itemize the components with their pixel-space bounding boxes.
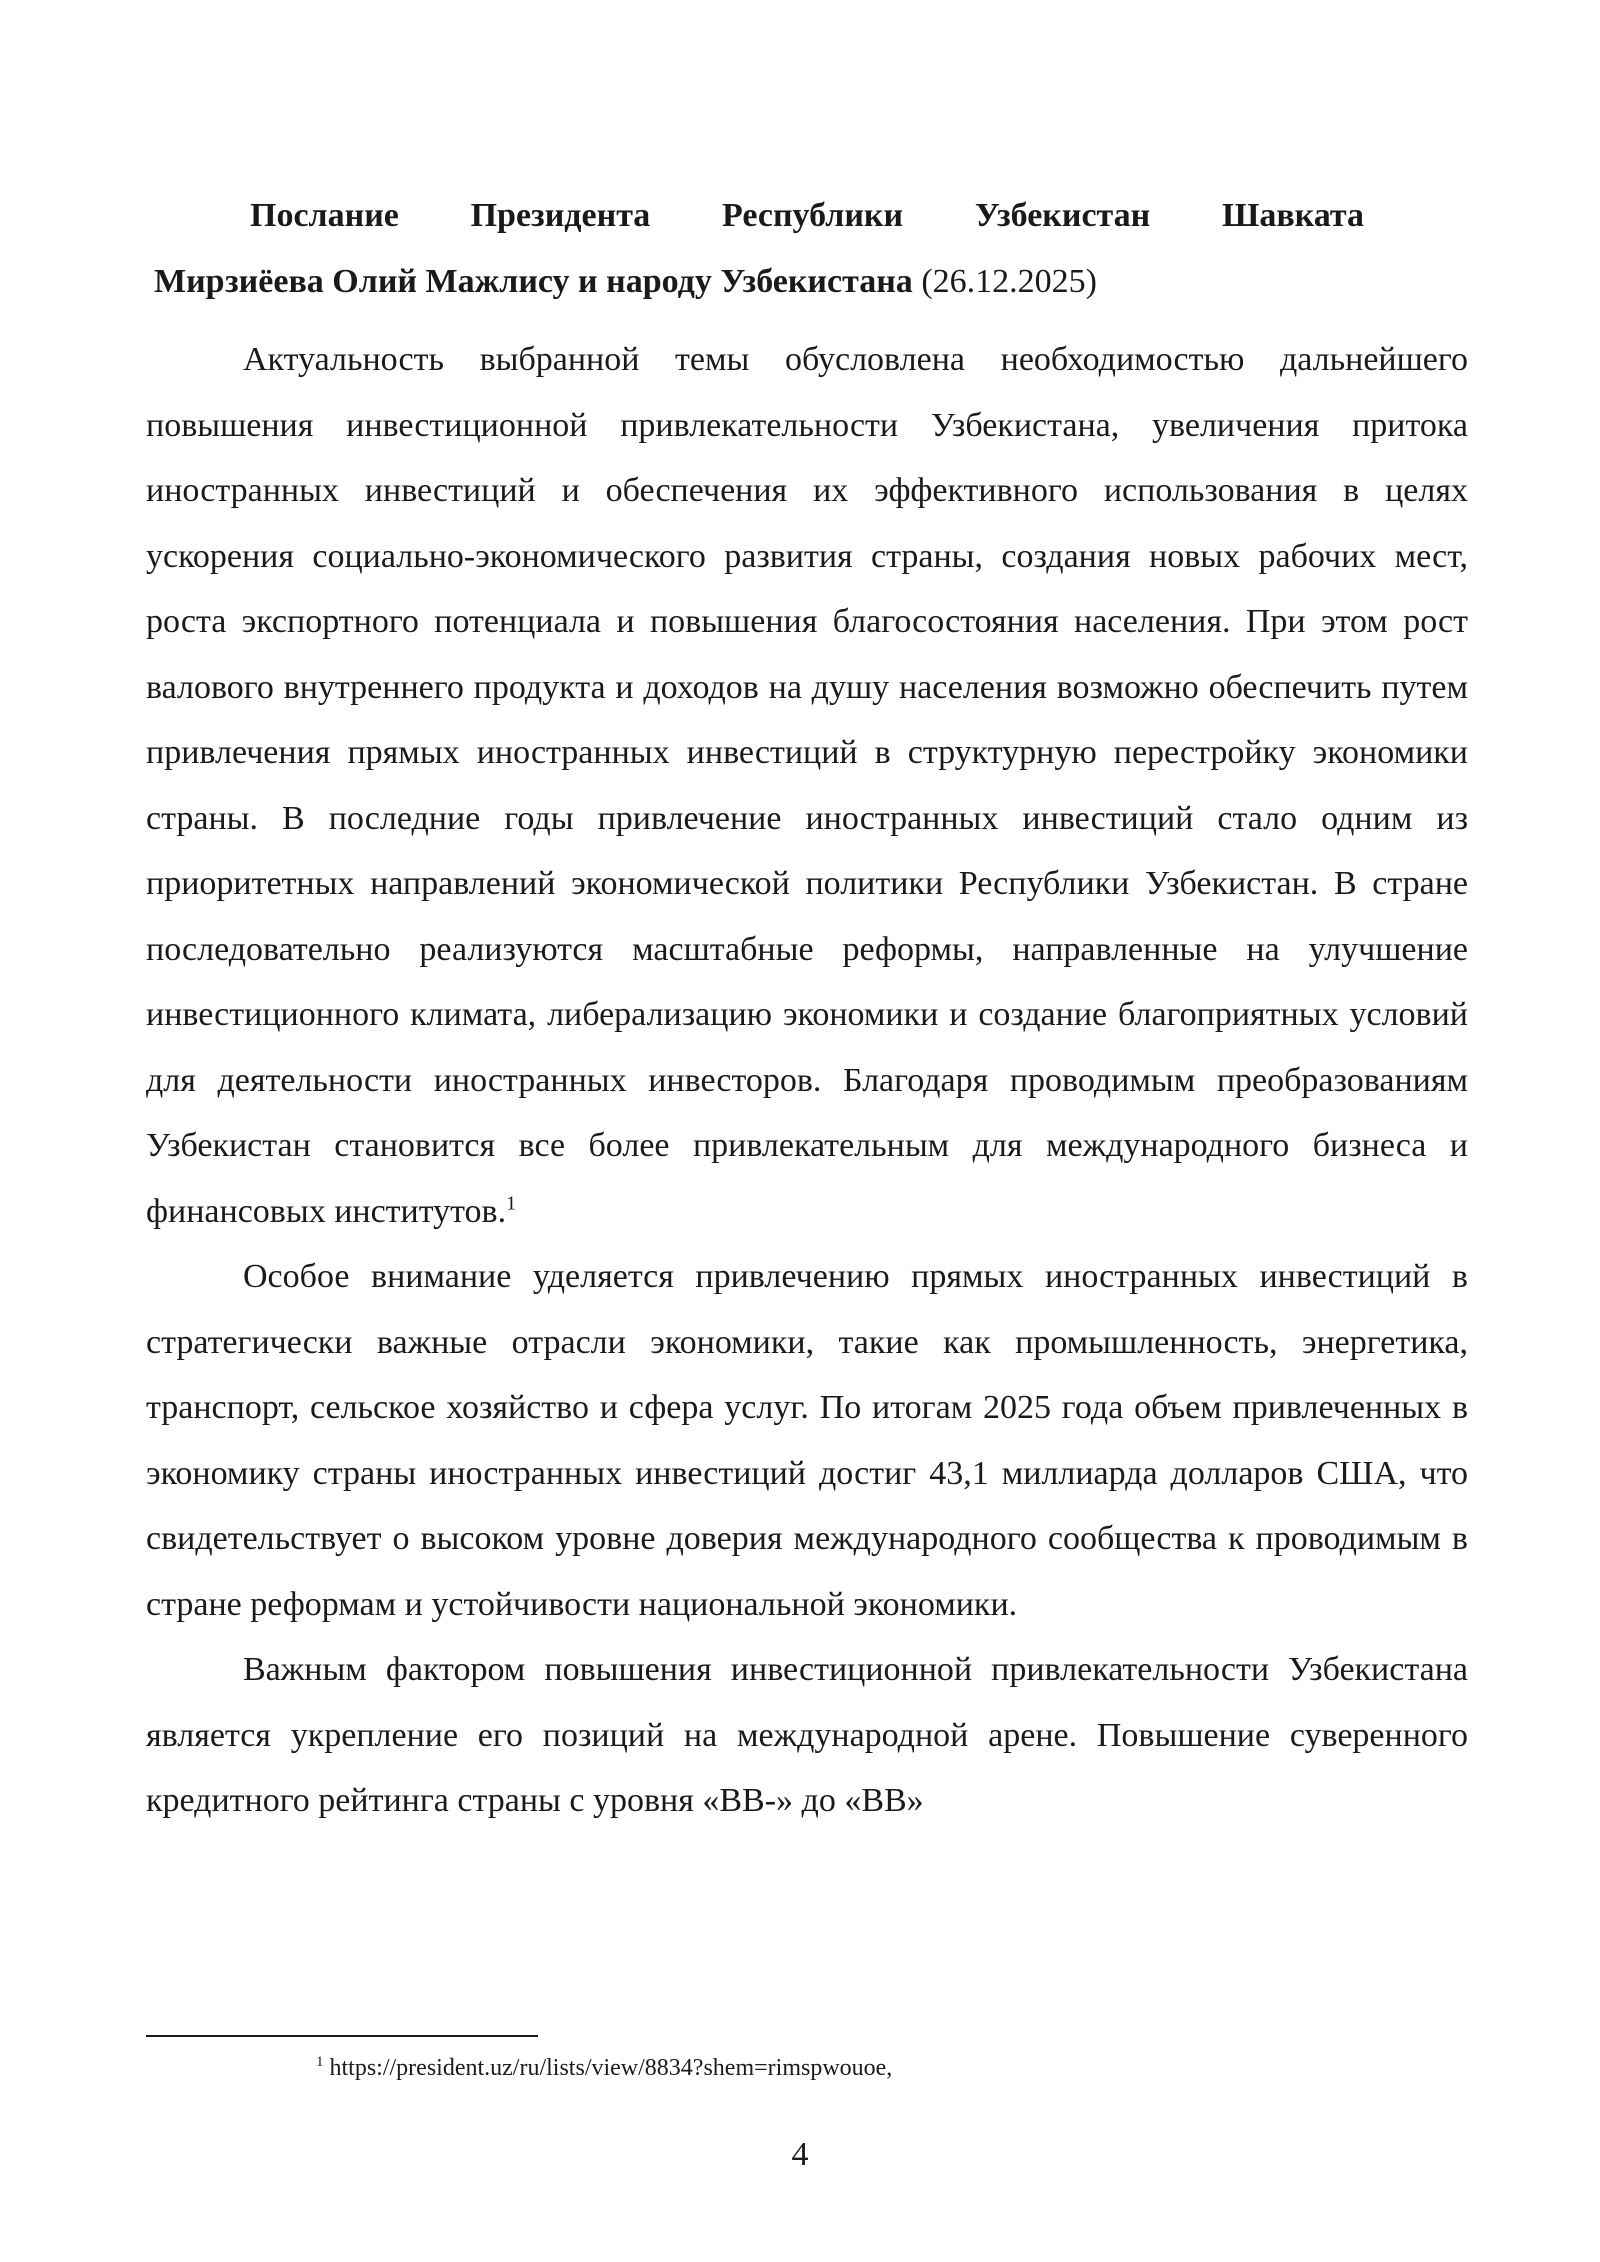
heading-line-1: Послание Президента Республики Узбекистан Шавката: [250, 197, 1364, 234]
paragraph-3: [146, 1637, 1468, 1834]
footnote-reference[interactable]: 1: [506, 1192, 517, 1215]
paragraph-2: [146, 1244, 1468, 1637]
paragraph-1: [146, 327, 1468, 1244]
footnote: [316, 2052, 892, 2084]
paragraph-3-text: Важным фактором повышения инвестиционной привлекательности Узбекистана является укрепление его позиций на международной арене. Повышение суверенного кредитного рейтинга страны с уровня «BB-» до «BB»: [146, 1651, 1468, 1819]
footnote-link[interactable]: https://president.uz/ru/lists/view/8834?shem=rimspwouoe,: [329, 2055, 893, 2081]
heading-title-end: Мирзиёева Олий Мажлису и народу Узбекистана: [154, 262, 913, 300]
document-heading: [146, 183, 1468, 314]
document-body: [146, 327, 1468, 1834]
page-number: 4: [791, 2136, 809, 2173]
paragraph-2-text: Особое внимание уделяется привлечению прямых иностранных инвестиций в стратегически важные отрасли экономики, такие как промышленность, энергетика, транспорт, сельское хозяйство и сфера услуг. По итогам 2025 года объем привлеченных в экономику страны иностранных инвестиций достиг 43,1 миллиарда долларов США, что свидетельствует о высоком уровне доверия международного сообщества к проводимым в стране реформам и устойчивости национальной экономики.: [146, 1258, 1468, 1623]
heading-date: (26.12.2025): [921, 262, 1097, 300]
footnote-separator: [146, 2035, 538, 2037]
heading-line-2: [146, 249, 1468, 315]
footnote-number: 1: [316, 2054, 324, 2070]
paragraph-1-text: Актуальность выбранной темы обусловлена необходимостью дальнейшего повышения инвестиционной привлекательности Узбекистана, увеличения притока иностранных инвестиций и обеспечения их эффективного использования в целях ускорения социально-экономического развития страны, создания новых рабочих мест, роста экспортного потенциала и повышения благосостояния населения. При этом рост валового внутреннего продукта и доходов на душу населения возможно обеспечить путем привлечения прямых иностранных инвестиций в структурную перестройку экономики страны. В последние годы привлечение иностранных инвестиций стало одним из приоритетных направлений экономической политики Республики Узбекистан. В стране последовательно реализуются масштабные реформы, направленные на улучшение инвестиционного климата, либерализацию экономики и создание благоприятных условий для деятельности иностранных инвесторов. Благодаря проводимым преобразованиям Узбекистан становится все более привлекательным для международного бизнеса и финансовых институтов.: [146, 341, 1468, 1230]
